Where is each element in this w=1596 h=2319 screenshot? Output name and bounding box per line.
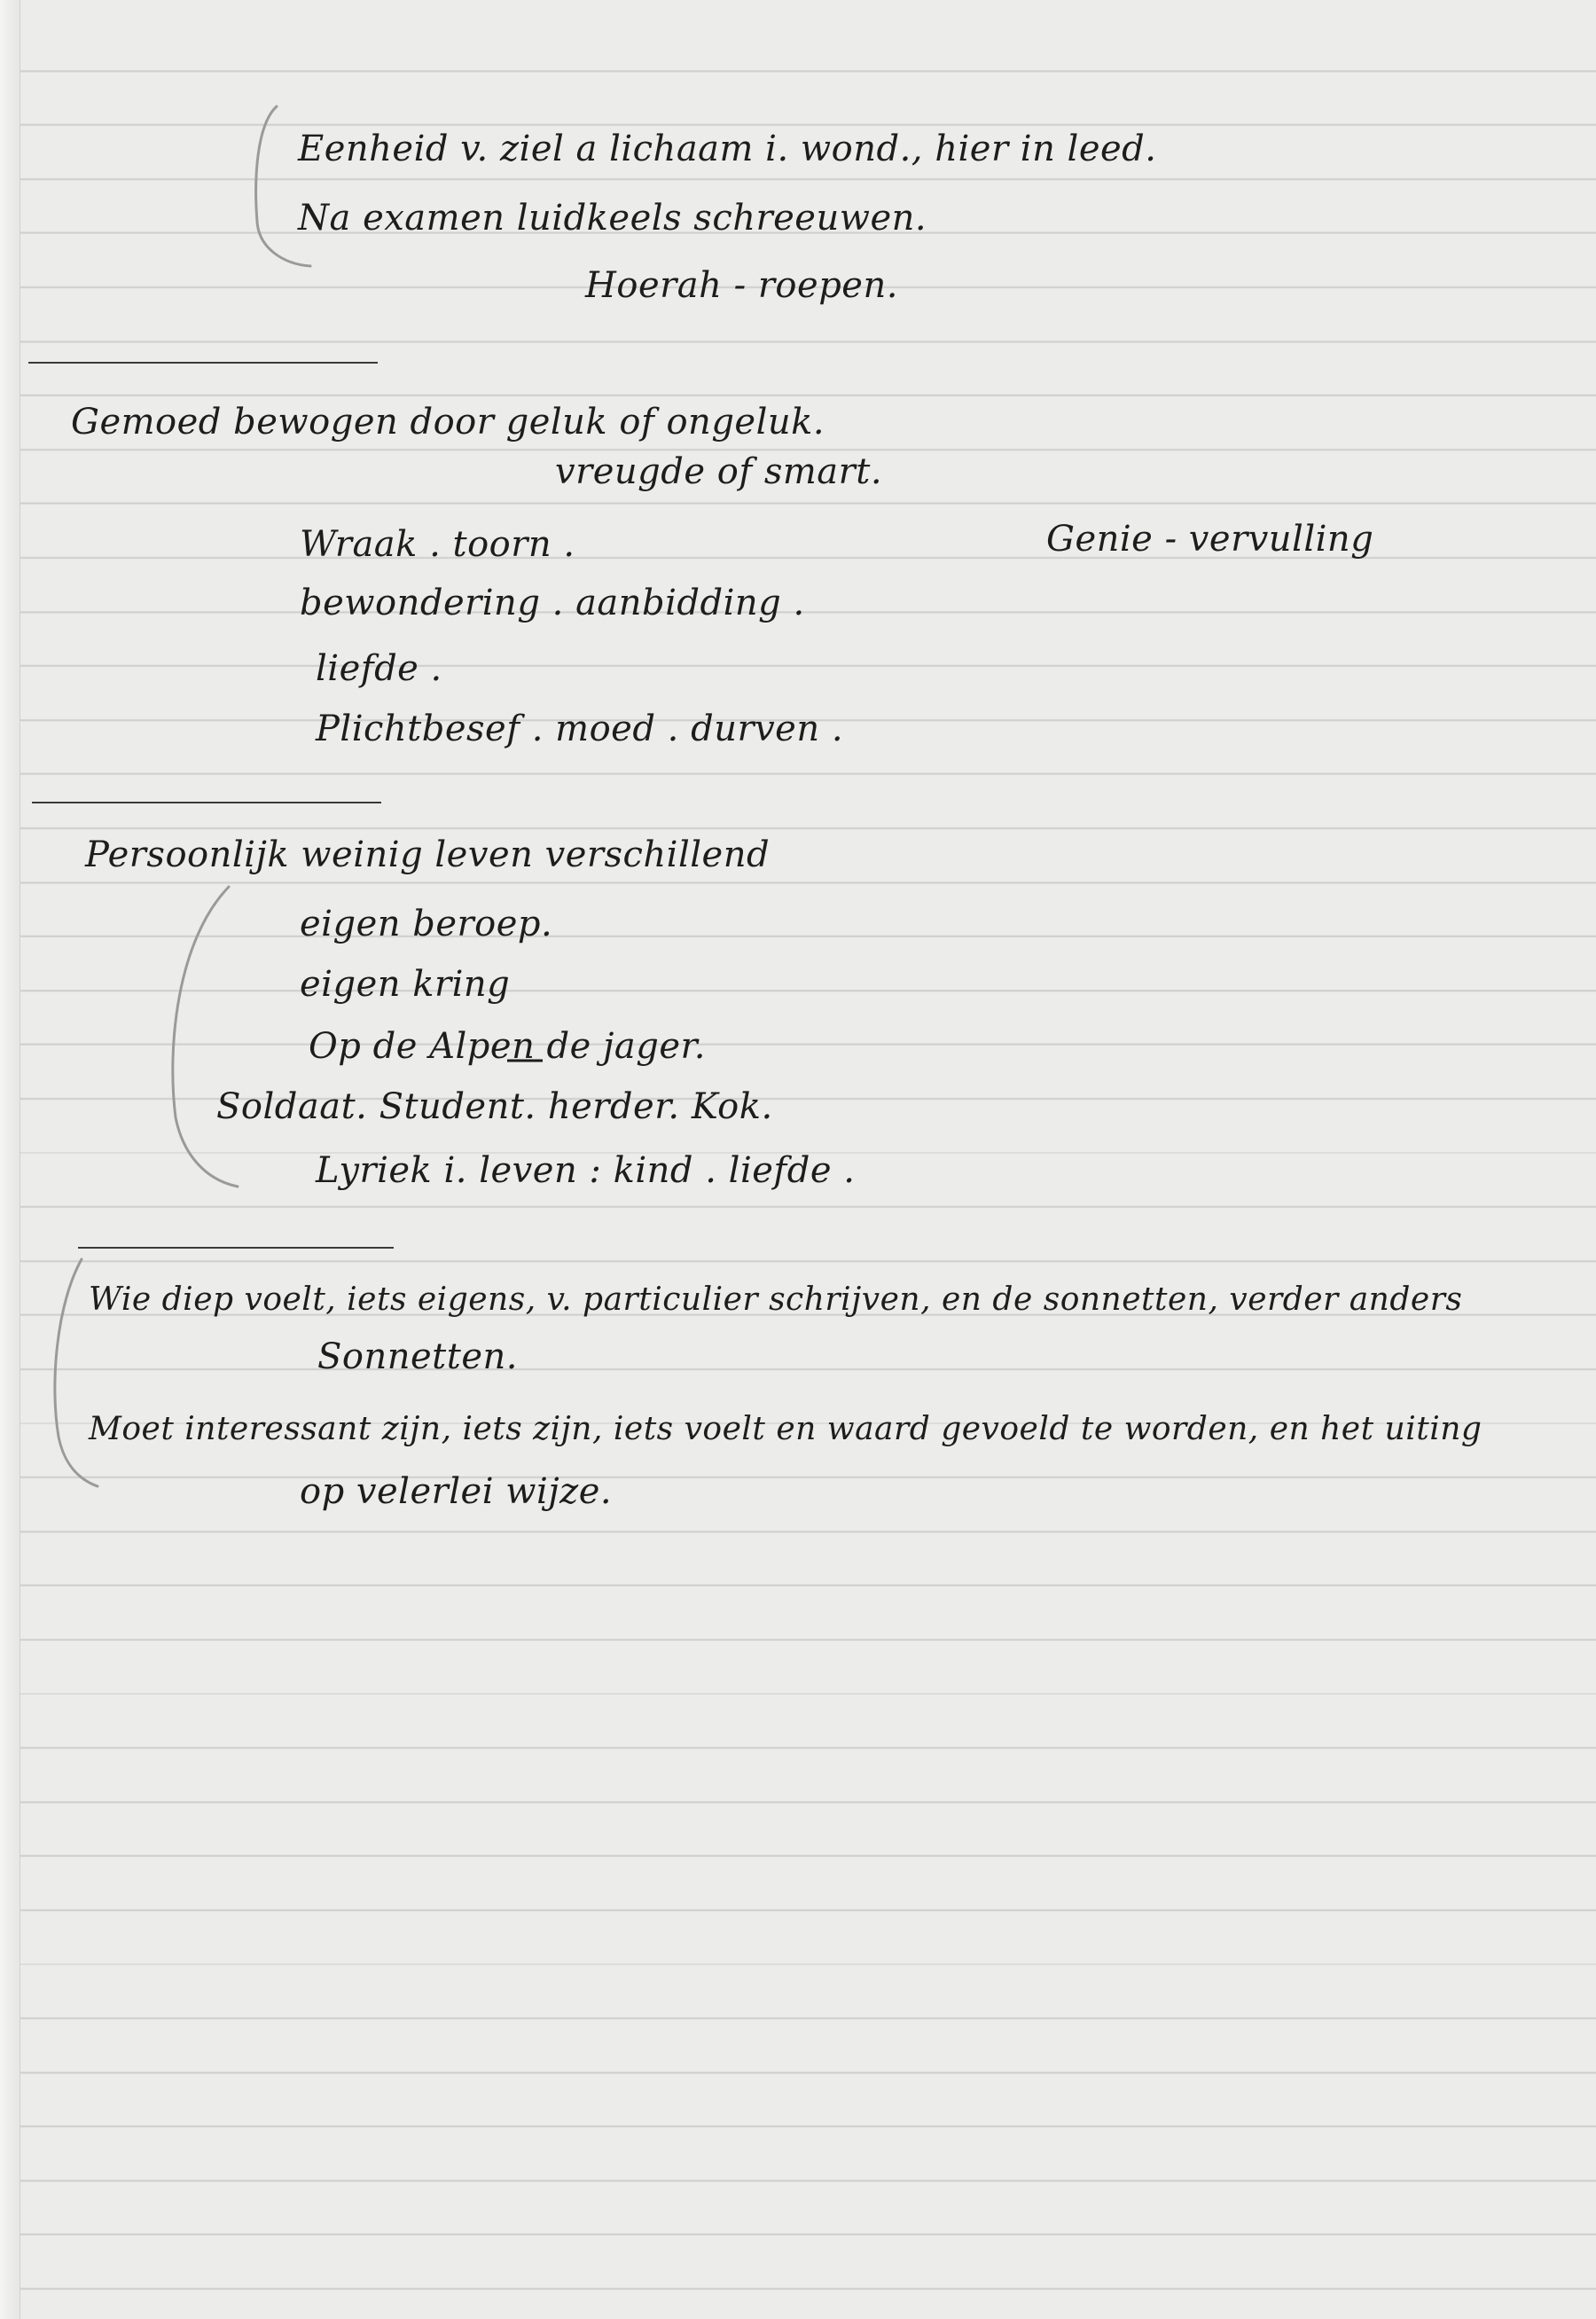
section4-line1: Wie diep voelt, iets eigens, v. particulier schrijven, en de sonnetten, verder anders: [89, 1281, 1463, 1318]
section-divider-2: [32, 802, 381, 803]
pencil-bracket-section3: [173, 887, 238, 1187]
section3-item: eigen kring: [300, 964, 511, 1005]
section3-professions: Soldaat. Student. herder. Kok.: [216, 1086, 773, 1127]
section1-line1: Eenheid v. ziel a lichaam i. wond., hier in leed.: [298, 129, 1157, 169]
section4-line3: Moet interessant zijn, iets zijn, iets voelt en waard gevoeld te worden, en het uiting: [89, 1411, 1483, 1447]
section3-item: eigen beroep.: [300, 904, 553, 944]
section2-item: Wraak . toorn .: [300, 524, 575, 565]
section2-line1: Gemoed bewogen door geluk of ongeluk.: [71, 402, 825, 443]
section2-right-note: Genie - vervulling: [1046, 519, 1374, 560]
section2-item: bewondering . aanbidding .: [300, 583, 805, 623]
section2-item: liefde .: [316, 648, 442, 689]
section-divider-1: [28, 362, 378, 364]
section1-line2: Na examen luidkeels schreeuwen.: [298, 198, 927, 239]
section3-last-line: Lyriek i. leven : kind . liefde .: [316, 1150, 856, 1191]
section2-item: Plichtbesef . moed . durven .: [316, 709, 844, 749]
section2-line2: vreugde of smart.: [555, 451, 883, 492]
section3-line1: Persoonlijk weinig leven verschillend: [85, 834, 771, 875]
section-divider-3: [78, 1247, 394, 1249]
section1-line3: Hoerah - roepen.: [585, 265, 898, 306]
section4-line4: op velerlei wijze.: [300, 1471, 613, 1512]
section4-line2: Sonnetten.: [317, 1336, 518, 1377]
section3-item: Op de Alpen de jager.: [309, 1026, 706, 1067]
